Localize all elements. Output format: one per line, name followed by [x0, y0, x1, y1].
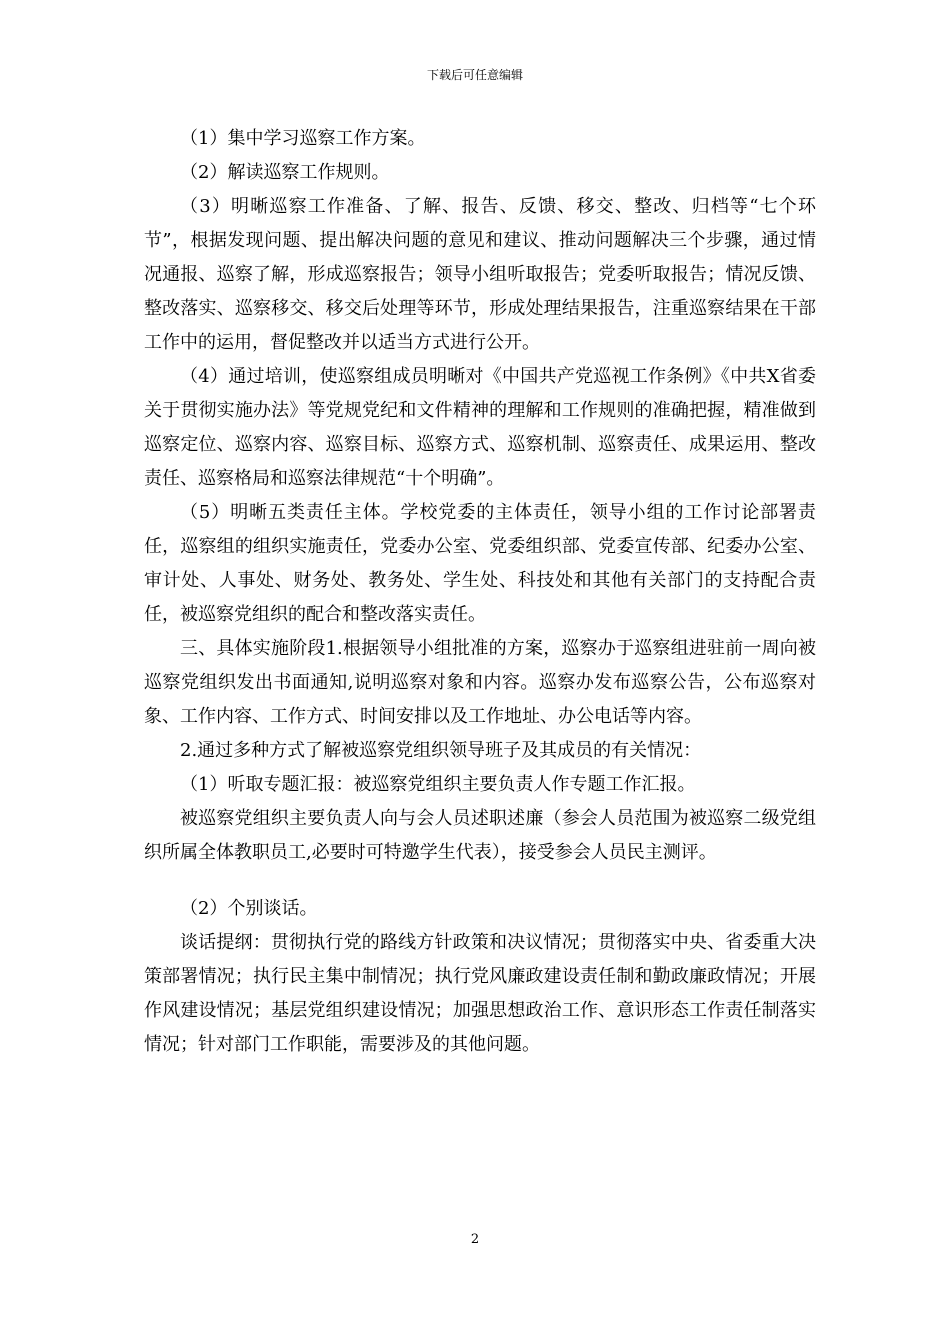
paragraph-five-responsibilities: （5）明晰五类责任主体。学校党委的主体责任，领导小组的工作讨论部署责任，巡察组的组织实施责任，党委办公室、党委组织部、党委宣传部、纪委办公室、审计处、人事处、财务处、教务处、学生处、科技处和其他有关部门的支持配合责任，被巡察党组织的配合和整改落实责任。	[144, 502, 816, 625]
page-number: 2	[470, 1232, 480, 1247]
paragraph-special-report: （1）听取专题汇报：被巡察党组织主要负责人作专题工作汇报。	[180, 774, 696, 795]
paragraph-seven-links: （3）明晰巡察工作准备、了解、报告、反馈、移交、整改、归档等“七个环节”，根据发现问题、提出解决问题的意见和建议、推动问题解决三个步骤，通过情况通报、巡察了解，形成巡察报告；领导小组听取报告；党委听取报告；情况反馈、整改落实、巡察移交、移交后处理等环节，形成处理结果报告，注重巡察结果在干部工作中的运用，督促整改并以适当方式进行公开。	[144, 196, 816, 353]
paragraph-understand-situation: 2.通过多种方式了解被巡察党组织领导班子及其成员的有关情况：	[180, 740, 702, 761]
document-body	[144, 122, 816, 1062]
paragraph-study-plan: （1）集中学习巡察工作方案。	[180, 128, 426, 149]
paragraph-interpret-rules: （2）解读巡察工作规则。	[180, 162, 390, 183]
paragraph-talk-outline: 谈话提纲：贯彻执行党的路线方针政策和决议情况；贯彻落实中央、省委重大决策部署情况；执行民主集中制情况；执行党风廉政建设责任制和勤政廉政情况；开展作风建设情况；基层党组织建设情况；加强思想政治工作、意识形态工作责任制落实情况；针对部门工作职能，需要涉及的其他问题。	[144, 932, 816, 1055]
paragraph-implementation-stage: 三、具体实施阶段1.根据领导小组批准的方案，巡察办于巡察组进驻前一周向被巡察党组织发出书面通知,说明巡察对象和内容。巡察办发布巡察公告，公布巡察对象、工作内容、工作方式、时间安排以及工作地址、办公电话等内容。	[144, 638, 816, 727]
paragraph-training: （4）通过培训，使巡察组成员明晰对《中国共产党巡视工作条例》《中共X省委关于贯彻实施办法》等党规党纪和文件精神的理解和工作规则的准确把握，精准做到巡察定位、巡察内容、巡察目标、巡察方式、巡察机制、巡察责任、成果运用、整改责任、巡察格局和巡察法律规范“十个明确”。	[144, 366, 816, 489]
paragraph-debriefing: 被巡察党组织主要负责人向与会人员述职述廉（参会人员范围为被巡察二级党组织所属全体教职员工,必要时可特邀学生代表），接受参会人员民主测评。	[144, 808, 816, 863]
paragraph-individual-talk: （2）个别谈话。	[180, 898, 318, 919]
page-header-note: 下载后可任意编辑	[426, 68, 523, 82]
